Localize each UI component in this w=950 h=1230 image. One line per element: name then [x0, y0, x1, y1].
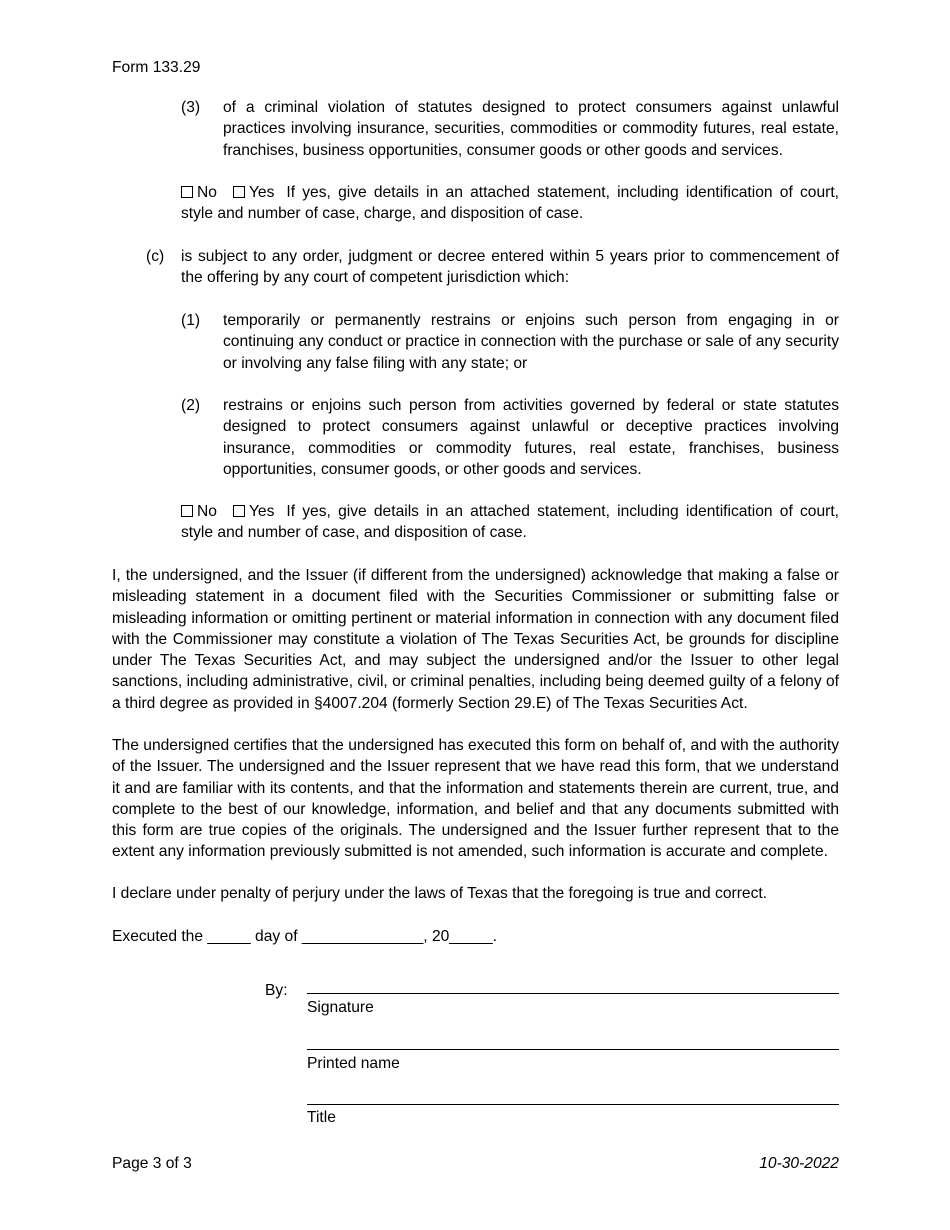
criminal-violation-question	[181, 182, 839, 225]
no-label-2: No	[197, 503, 217, 520]
title-label: Title	[307, 1109, 336, 1126]
title-line[interactable]	[307, 1104, 839, 1105]
order-judgment-question	[181, 501, 839, 544]
no-label-1: No	[197, 184, 217, 201]
item-c1-text: temporarily or permanently restrains or enjoins such person from engaging in or continuing any conduct or practice in connection with the purchase or sale of any security or involving any false filing with any state; or	[223, 312, 839, 372]
item-3-text: of a criminal violation of statutes designed to protect consumers against unlawful practices involving insurance, securities, commodities or commodity futures, real estate, franchises, business opportunities, consumer goods or other goods and services.	[223, 99, 839, 159]
signature-line[interactable]	[307, 993, 839, 994]
no-option-2[interactable]	[181, 503, 217, 520]
no-checkbox-1[interactable]	[181, 186, 193, 198]
yes-label-2: Yes	[248, 503, 275, 520]
no-checkbox-2[interactable]	[181, 505, 193, 517]
executed-date-line: Executed the _____ day of ______________, 20_____.	[112, 928, 497, 945]
no-option-1[interactable]	[181, 184, 217, 201]
yes-option-1[interactable]	[233, 184, 274, 201]
yes-checkbox-2[interactable]	[233, 505, 245, 517]
perjury-declaration: I declare under penalty of perjury under the laws of Texas that the foregoing is true and correct.	[112, 885, 768, 902]
item-c2-number: (2)	[181, 397, 201, 414]
item-3-number: (3)	[181, 99, 201, 116]
acknowledgement-paragraph: I, the undersigned, and the Issuer (if different from the undersigned) acknowledge that making a false or misleading statement in a document filed with the Securities Commissioner or submitting false or misleading information or omitting pertinent or material information in connection with any document filed with the Commissioner may constitute a violation of The Texas Securities Act, be grounds for discipline under The Texas Securities Act, and may subject the undersigned and/or the Issuer to other legal sanctions, including administrative, civil, or criminal penalties, including being deemed guilty of a felony of a third degree as provided in §4007.204 (formerly Section 29.E) of The Texas Securities Act.	[112, 567, 839, 712]
by-label: By:	[265, 982, 288, 999]
printed-name-line[interactable]	[307, 1049, 839, 1050]
signature-label: Signature	[307, 999, 374, 1016]
certification-paragraph: The undersigned certifies that the undersigned has executed this form on behalf of, and with the authority of the Issuer. The undersigned and the Issuer represent that we have read this form, that we understand it and are familiar with its contents, and that the information and statements therein are current, true, and complete to the best of our knowledge, information, and belief and that any documents submitted with this form are true copies of the originals. The undersigned and the Issuer further represent that to the extent any information previously submitted is not amended, such information is accurate and complete.	[112, 737, 839, 861]
item-c2-text: restrains or enjoins such person from activities governed by federal or state statutes designed to protect consumers against unlawful or deceptive practices involving insurance, commodities or commodity futures, real estate, franchises, business opportunities, consumer goods, or other goods and services.	[223, 397, 839, 478]
item-c1-number: (1)	[181, 312, 201, 329]
yes-label-1: Yes	[248, 184, 275, 201]
yes-checkbox-1[interactable]	[233, 186, 245, 198]
yes-option-2[interactable]	[233, 503, 274, 520]
revision-date: 10-30-2022	[759, 1155, 839, 1172]
choice-1-instruction: If yes, give details in an attached statement, including identification of court, style and number of case, charge, and disposition of case.	[181, 184, 839, 223]
item-c-letter: (c)	[146, 248, 165, 265]
page-number: Page 3 of 3	[112, 1155, 192, 1172]
form-number: Form 133.29	[112, 59, 201, 76]
item-c-text: is subject to any order, judgment or decree entered within 5 years prior to commencement of the offering by any court of competent jurisdiction which:	[181, 248, 839, 287]
printed-name-label: Printed name	[307, 1055, 400, 1072]
choice-2-instruction: If yes, give details in an attached statement, including identification of court, style and number of case, and disposition of case.	[181, 503, 839, 542]
